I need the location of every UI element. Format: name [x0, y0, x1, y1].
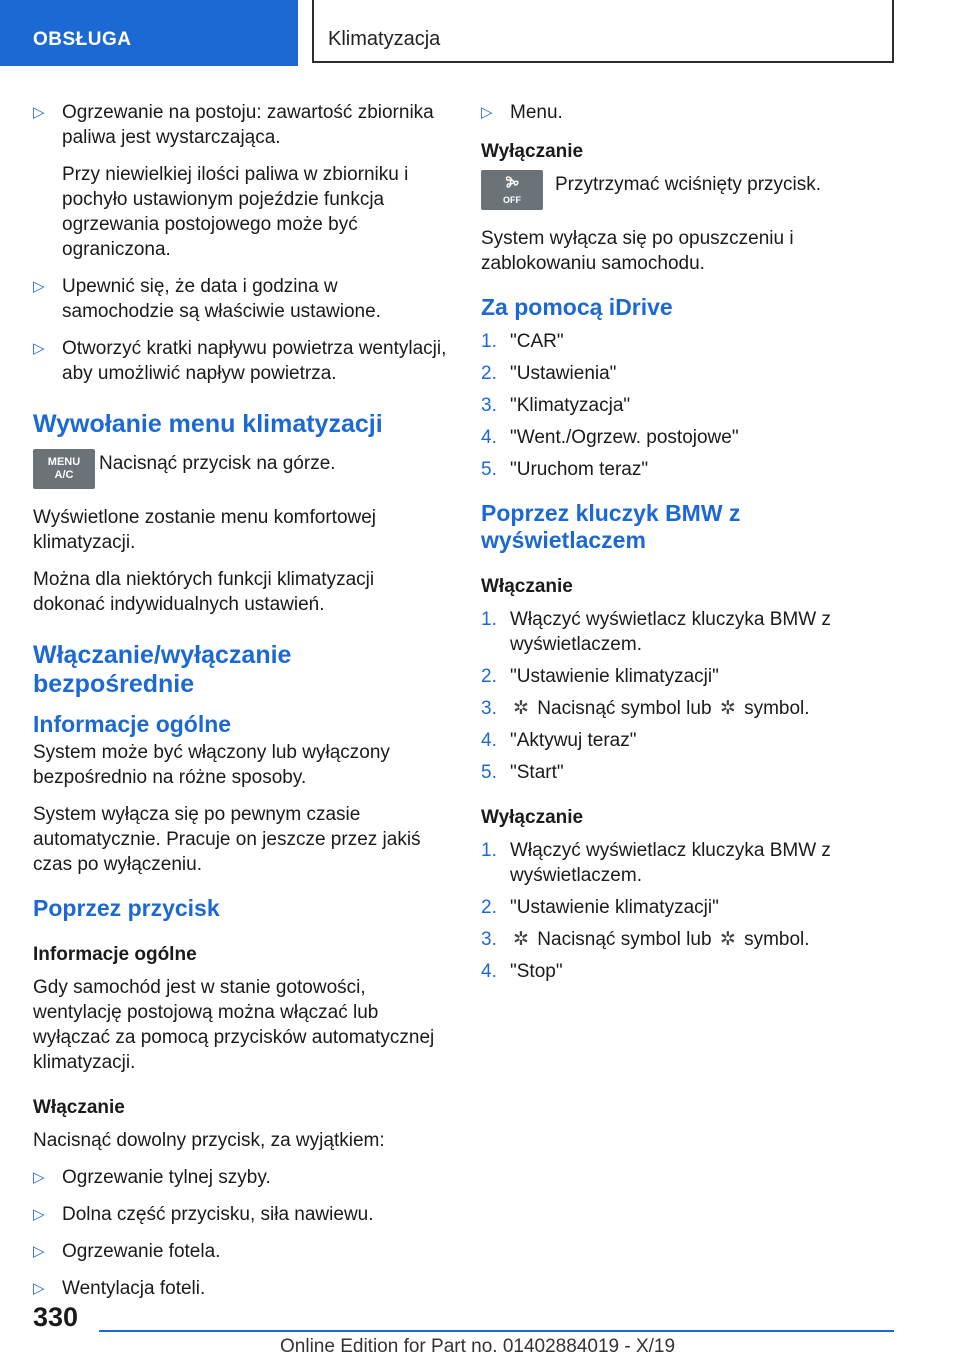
subheading: Informacje ogólne: [33, 944, 197, 965]
list-item: ▷ Otworzyć kratki napływu powietrza wentylacji, aby umożliwić napływ powietrza.: [33, 338, 447, 384]
triangle-right-icon: ▷: [33, 1206, 45, 1223]
subheading: Poprzez przycisk: [33, 895, 220, 921]
list-item: ▷ Upewnić się, że data i godzina w samochodzie są właściwie ustawione.: [33, 276, 381, 322]
chapter-title: Klimatyzacja: [328, 28, 441, 50]
triangle-right-icon: ▷: [33, 104, 45, 121]
button-instruction: OFF Przytrzymać wciśnięty przycisk.: [481, 172, 897, 214]
button-instruction: MENU A/C Nacisnąć przycisk na górze.: [33, 451, 449, 493]
list-item: 3. ✲ Nacisnąć symbol lub ✲ symbol.: [481, 698, 810, 719]
list-item: 4. "Stop": [481, 961, 563, 982]
triangle-right-icon: ▷: [33, 1169, 45, 1186]
list-item: 2. "Ustawienie klimatyzacji": [481, 666, 719, 687]
subheading: Wyłączanie: [481, 141, 584, 162]
fan-off-button-image: OFF: [481, 170, 543, 210]
list-item: 2. "Ustawienie klimatyzacji": [481, 897, 719, 918]
fan-icon: [501, 174, 523, 190]
triangle-right-icon: ▷: [33, 1280, 45, 1297]
list-item: ▷ Ogrzewanie fotela.: [33, 1241, 221, 1262]
list-item: 5. "Uruchom teraz": [481, 459, 649, 480]
list-item: 4. "Went./Ogrzew. postojowe": [481, 427, 739, 448]
paragraph: Wyświetlone zostanie menu komfortowej klimatyzacji.: [33, 507, 377, 553]
list-item: ▷ Ogrzewanie na postoju: zawartość zbiornika paliwa jest wystarczająca.: [33, 102, 434, 148]
subheading: Włączanie: [481, 576, 573, 597]
chapter-header: [312, 0, 894, 63]
triangle-right-icon: ▷: [33, 278, 45, 295]
subheading: Informacje ogólne: [33, 711, 232, 737]
paragraph: System wyłącza się po opuszczeniu i zablokowaniu samochodu.: [481, 228, 794, 274]
right-column: [481, 100, 897, 991]
heading: Wywołanie menu klimatyzacji: [33, 410, 383, 438]
paragraph: System może być włączony lub wyłączony bezpośrednio na różne sposoby.: [33, 742, 390, 788]
list-item: ▷ Menu.: [481, 102, 563, 123]
list-item: 3. ✲ Nacisnąć symbol lub ✲ symbol.: [481, 929, 810, 950]
menu-ac-button-image: MENU A/C: [33, 449, 95, 489]
list-item: 2. "Ustawienia": [481, 363, 617, 384]
subheading: Wyłączanie: [481, 807, 584, 828]
heading: Włączanie/wyłączanie bezpośrednie: [33, 641, 292, 698]
section-label: OBSŁUGA: [33, 29, 132, 50]
subheading: Włączanie: [33, 1097, 125, 1118]
list-item: ▷ Ogrzewanie tylnej szyby.: [33, 1167, 271, 1188]
footer-divider: [99, 1330, 894, 1332]
list-item: 5. "Start": [481, 762, 564, 783]
subheading: Za pomocą iDrive: [481, 294, 673, 320]
paragraph: Można dla niektórych funkcji klimatyzacji dokonać indywidualnych ustawień.: [33, 569, 375, 615]
fan-heat-icon: ✲: [719, 929, 736, 950]
footer-edition: Online Edition for Part no. 01402884019 - X/19: [280, 1336, 676, 1357]
list-item: 1. Włączyć wyświetlacz kluczyka BMW z wyświetlaczem.: [481, 840, 831, 886]
list-item: 1. "CAR": [481, 331, 564, 352]
triangle-right-icon: ▷: [33, 340, 45, 357]
triangle-right-icon: ▷: [33, 1243, 45, 1260]
section-tab: [0, 0, 298, 66]
list-item: 3. "Klimatyzacja": [481, 395, 631, 416]
subheading: Poprzez kluczyk BMW z wyświetlaczem: [481, 500, 741, 553]
paragraph: Gdy samochód jest w stanie gotowości, wentylację postojową można włączać lub wyłączać za pomocą przycisków automatycznej klimatyzacji.: [33, 977, 435, 1073]
paragraph: Nacisnąć dowolny przycisk, za wyjątkiem:: [33, 1130, 385, 1151]
page-number: 330: [33, 1302, 79, 1332]
paragraph: Przy niewielkiej ilości paliwa w zbiorniku i pochyło ustawionym pojeździe funkcja ogrzewania postojowego może być ograniczona.: [62, 164, 409, 260]
fan-icon: ✲: [513, 929, 529, 950]
fan-heat-icon: ✲: [719, 698, 736, 719]
list-item: ▷ Dolna część przycisku, siła nawiewu.: [33, 1204, 374, 1225]
paragraph: System wyłącza się po pewnym czasie automatycznie. Pracuje on jeszcze przez jakiś czas po wyłączeniu.: [33, 804, 421, 875]
triangle-right-icon: ▷: [481, 104, 493, 121]
list-item: ▷ Wentylacja foteli.: [33, 1278, 206, 1299]
left-column: [33, 100, 449, 1313]
fan-icon: ✲: [513, 698, 529, 719]
list-item: 1. Włączyć wyświetlacz kluczyka BMW z wyświetlaczem.: [481, 609, 831, 655]
list-item: 4. "Aktywuj teraz": [481, 730, 637, 751]
